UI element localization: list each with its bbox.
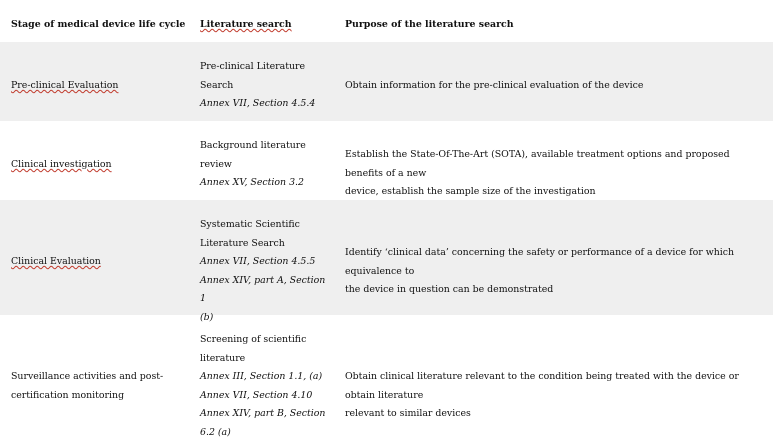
literature-search-cell: Pre-clinical Literature Search Annex VII, Section 4.5.4: [200, 61, 316, 109]
table-header-row: [0, 0, 773, 42]
stage-cell: Clinical investigation: [11, 159, 112, 170]
table-row: [0, 315, 773, 448]
purpose-cell: Establish the State-Of-The-Art (SOTA), available treatment options and proposed benefits of a new device, establish the sample size of the investigation: [345, 149, 730, 197]
table-row: [0, 42, 773, 121]
table-row: [0, 200, 773, 323]
literature-search-cell: Background literature review Annex XV, Section 3.2: [200, 140, 306, 188]
header-stage: Stage of medical device life cycle: [11, 19, 186, 30]
purpose-cell: Obtain information for the pre-clinical evaluation of the device: [345, 80, 644, 91]
header-literature-search: Literature search: [200, 19, 292, 30]
stage-cell: Surveillance activities and post- certification monitoring: [11, 371, 164, 401]
header-purpose: Purpose of the literature search: [345, 19, 514, 30]
stage-cell: Clinical Evaluation: [11, 256, 101, 267]
purpose-cell: Identify ‘clinical data’ concerning the safety or performance of a device for which equivalence to the device in question can be demonstrated: [345, 247, 735, 295]
table-row: [0, 121, 773, 200]
stage-cell: Pre-clinical Evaluation: [11, 80, 119, 91]
literature-search-cell: Systematic Scientific Literature Search Annex VII, Section 4.5.5 Annex XIV, part A, Section 1 (b): [200, 219, 326, 323]
purpose-cell: Obtain clinical literature relevant to the condition being treated with the device or obtain literature relevant to similar devices: [345, 371, 739, 419]
literature-search-cell: Screening of scientific literature Annex III, Section 1.1, (a) Annex VII, Section 4.10 Annex XIV, part B, Section 6.2 (a): [200, 334, 326, 438]
